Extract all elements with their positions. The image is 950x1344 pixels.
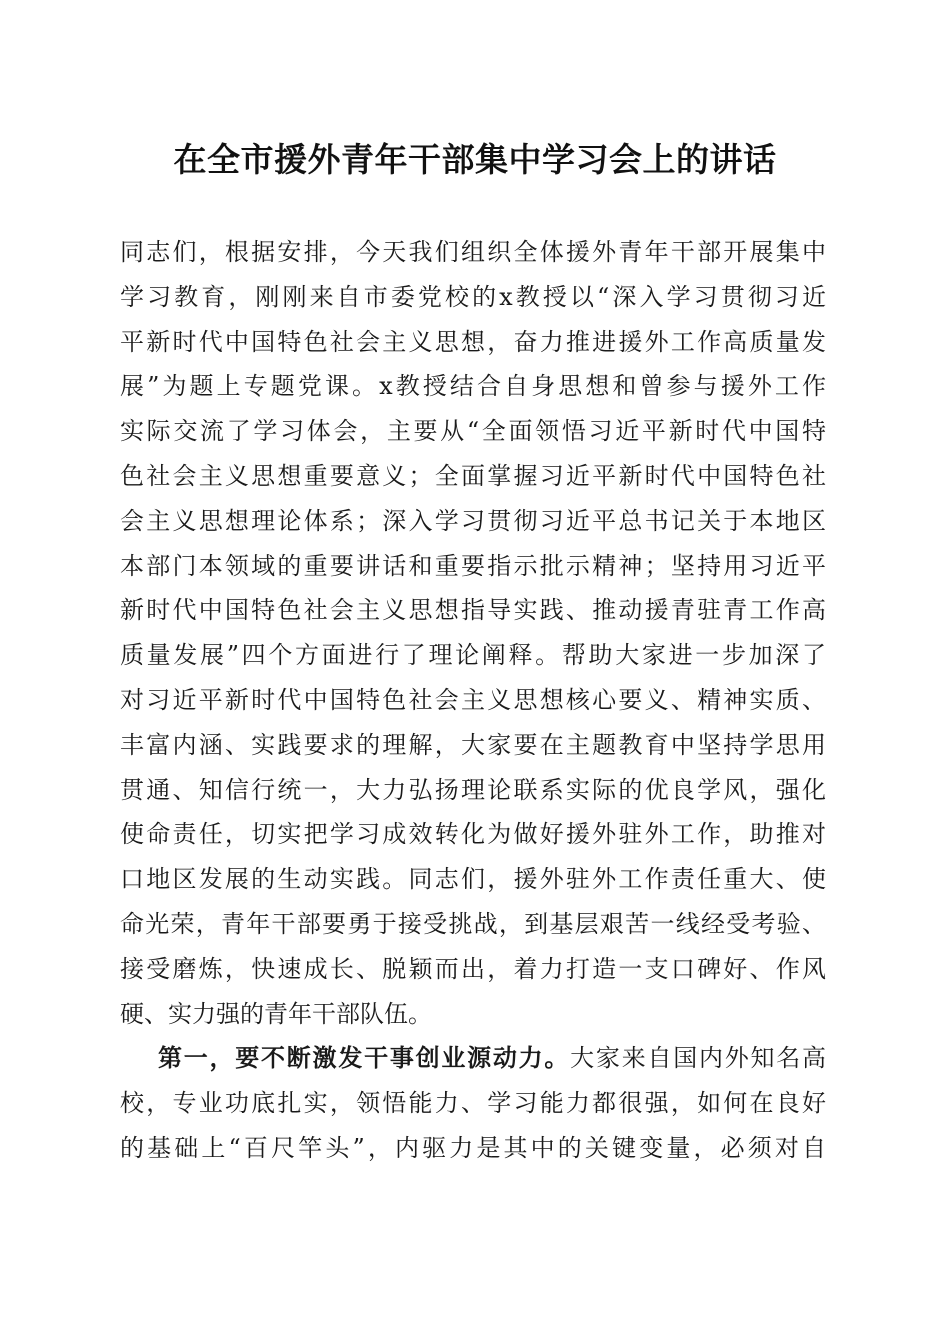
- text-line: 学习教育，刚刚来自市委党校的x教授以“深入学习贯彻习近: [120, 282, 826, 311]
- text-line: 新时代中国特色社会主义思想指导实践、推动援青驻青工作高: [120, 596, 826, 625]
- text-line: 本部门本领域的重要讲话和重要指示批示精神；坚持用习近平: [120, 551, 826, 580]
- text-line: 丰富内涵、实践要求的理解，大家要在主题教育中坚持学思用: [120, 730, 826, 759]
- document-body: [120, 230, 826, 1171]
- text-line: 硬、实力强的青年干部队伍。: [120, 999, 432, 1028]
- paragraph-1: [120, 230, 826, 1036]
- document-title: 在全市援外青年干部集中学习会上的讲话: [173, 140, 777, 179]
- paragraph-heading: 第一，要不断激发干事创业源动力。: [158, 1043, 571, 1073]
- text-segment: 大家来自国内外知名高: [570, 1044, 827, 1073]
- text-line: 的基础上“百尺竿头”，内驱力是其中的关键变量，必须对自: [120, 1133, 826, 1162]
- text-line: 会主义思想理论体系；深入学习贯彻习近平总书记关于本地区: [120, 506, 826, 535]
- text-line: 对习近平新时代中国特色社会主义思想核心要义、精神实质、: [120, 685, 826, 714]
- text-line: 接受磨炼，快速成长、脱颖而出，着力打造一支口碑好、作风: [120, 954, 826, 983]
- text-line: 使命责任，切实把学习成效转化为做好援外驻外工作，助推对: [120, 820, 826, 849]
- text-line: 平新时代中国特色社会主义思想，奋力推进援外工作高质量发: [120, 327, 826, 356]
- text-line: 校，专业功底扎实，领悟能力、学习能力都很强，如何在良好: [120, 1089, 826, 1118]
- text-line: 贯通、知信行统一，大力弘扬理论联系实际的优良学风，强化: [120, 775, 826, 804]
- text-line: 展”为题上专题党课。x教授结合自身思想和曾参与援外工作: [120, 372, 826, 401]
- text-line: 质量发展”四个方面进行了理论阐释。帮助大家进一步加深了: [120, 641, 826, 670]
- text-line: 命光荣，青年干部要勇于接受挑战，到基层艰苦一线经受考验、: [120, 909, 826, 938]
- text-line: 色社会主义思想重要意义；全面掌握习近平新时代中国特色社: [120, 461, 826, 490]
- text-line: [120, 1036, 826, 1081]
- text-line: 口地区发展的生动实践。同志们，援外驻外工作责任重大、使: [120, 865, 826, 894]
- paragraph-2: [120, 1036, 826, 1170]
- text-line: 同志们，根据安排，今天我们组织全体援外青年干部开展集中: [120, 238, 826, 266]
- text-line: 实际交流了学习体会，主要从“全面领悟习近平新时代中国特: [120, 417, 826, 446]
